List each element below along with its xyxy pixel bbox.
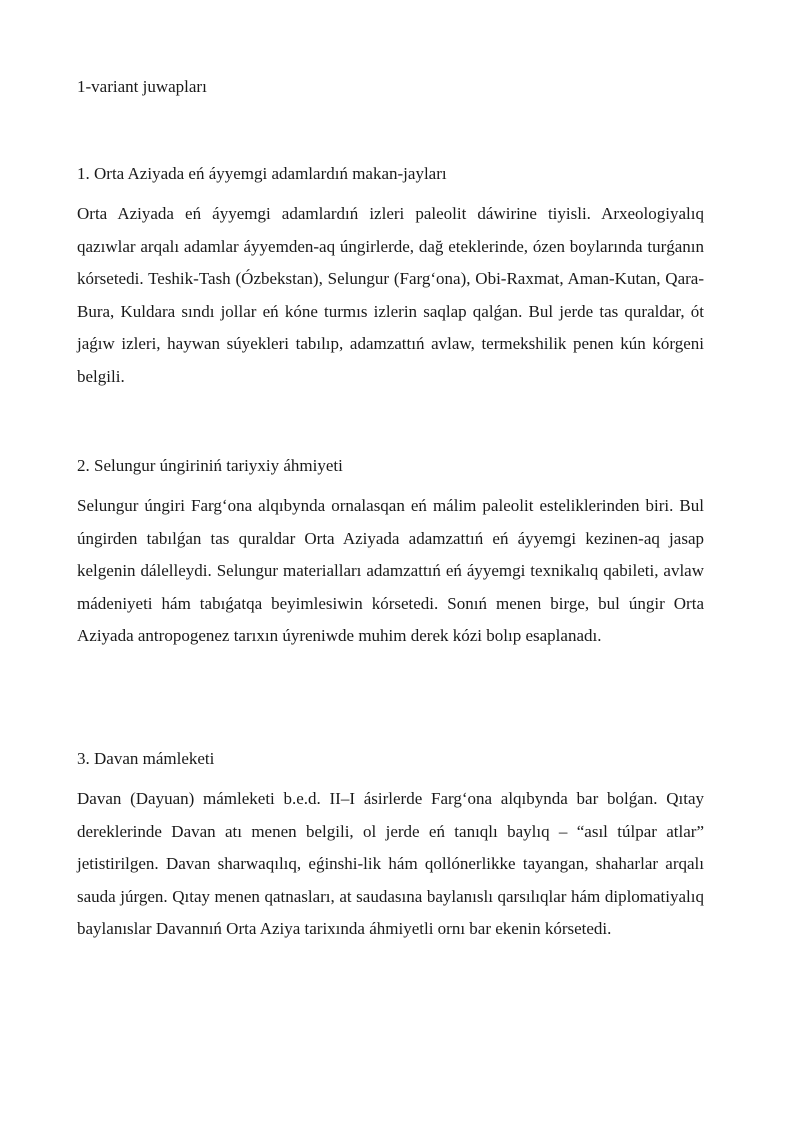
section-heading: 2. Selungur úngiriniń tariyxiy áhmiyeti [77, 456, 343, 475]
section-paragraph: Orta Aziyada eń áyyemgi adamlardıń izleri paleolit dáwirine tiyisli. Arxeologiyalıq qazıwlar arqalı adamlar áyyemden-aq úngirlerde, dağ eteklerinde, ózen boylarında turǵanın kórsetedi. Teshik-Tash (Ózbekstan), Selungur (Farg‘ona), Obi-Raxmat, Aman-Kutan, Qara-Bura, Kuldara sındı jollar eń kóne turmıs izlerin saqlap qalǵan. Bul jerde tas quraldar, ót jaǵıw izleri, haywan súyekleri tabılıp, adamzattıń avlaw, termekshilik penen kún kórgeni belgili. [77, 204, 704, 386]
section-makan-jaylari [77, 163, 704, 394]
section-paragraph: Selungur úngiri Farg‘ona alqıbynda ornalasqan eń málim paleolit esteliklerinden biri. Bul úngirden tabılǵan tas quraldar Orta Aziyada adamzattıń eń áyyemgi kezinen-aq jasap kelgenin dálelleydi. Selungur materialları adamzattıń eń áyyemgi texnikalıq qabileti, avlaw mádeniyeti hám tabıǵatqa beyimlesiwin kórsetedi. Sonıń menen birge, bul úngir Orta Aziyada antropogenez tarıxın úyreniwde muhim derek kózi bolıp esaplanadı. [77, 496, 704, 646]
document-title: 1-variant juwapları [77, 77, 207, 96]
section-paragraph: Davan (Dayuan) mámleketi b.e.d. II–I ásirlerde Farg‘ona alqıbynda bar bolǵan. Qıtay dereklerinde Davan atı menen belgili, ol jerde eń tanıqlı baylıq – “asıl túlpar atlar” jetistirilgen. Davan sharwaqılıq, eǵinshi-lik hám qollónerlikke tayangan, shaharlar arqalı sauda júrgen. Qıtay menen qatnasları, at saudasına baylanıslı qarsılıqlar hám diplomatiyalıq baylanıslar Davannıń Orta Aziya tarixında áhmiyetli ornı bar ekenin kórsetedi. [77, 789, 704, 939]
section-davan [77, 748, 704, 946]
section-selungur [77, 455, 704, 653]
section-heading: 3. Davan mámleketi [77, 749, 215, 768]
section-heading: 1. Orta Aziyada eń áyyemgi adamlardıń makan-jayları [77, 164, 447, 183]
